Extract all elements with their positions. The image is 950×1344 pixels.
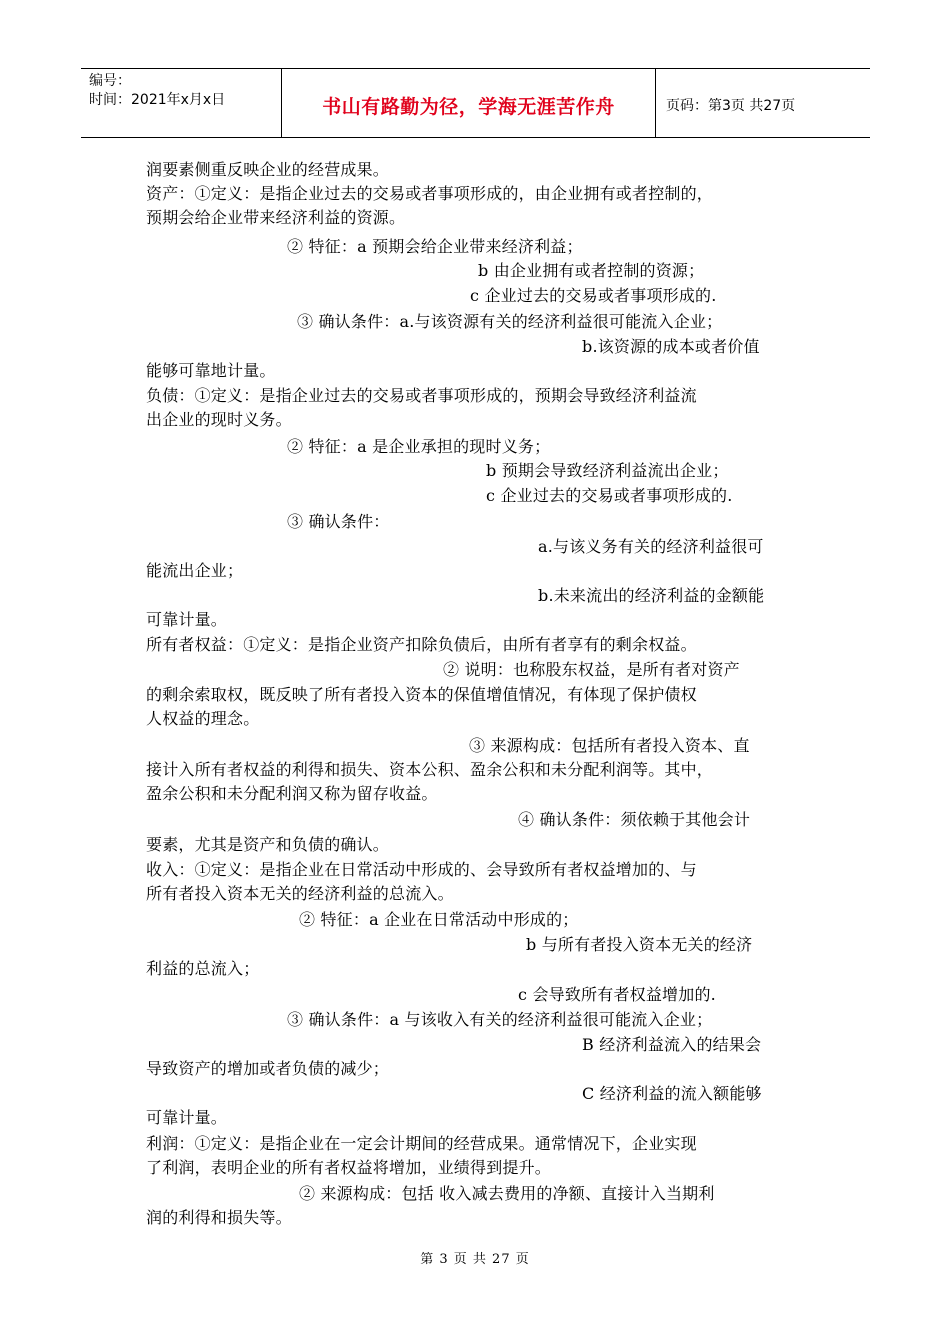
- motto-text: 书山有路勤为径，学海无涯苦作舟: [322, 95, 615, 118]
- body-line: 出企业的现时义务。: [146, 410, 292, 429]
- body-line: b.该资源的成本或者价值: [582, 337, 760, 356]
- doc-number-label: 编号：: [89, 73, 131, 89]
- body-line: B 经济利益流入的结果会: [582, 1035, 762, 1054]
- body-line: 导致资产的增加或者负债的减少；: [146, 1059, 390, 1078]
- body-line: 了利润，表明企业的所有者权益将增加，业绩得到提升。: [146, 1158, 552, 1177]
- header-table: [81, 68, 870, 138]
- body-line: 的剩余索取权，既反映了所有者投入资本的保值增值情况，有体现了保护债权: [146, 685, 697, 704]
- body-line: ② 特征：a 预期会给企业带来经济利益；: [287, 237, 583, 256]
- body-line: 能流出企业；: [146, 561, 244, 580]
- body-line: 人权益的理念。: [146, 709, 260, 728]
- body-line: c 会导致所有者权益增加的.: [518, 985, 716, 1004]
- body-line: 接计入所有者权益的利得和损失、资本公积、盈余公积和未分配利润等。其中，: [146, 760, 714, 779]
- header-left-cell: [81, 69, 282, 137]
- body-line: 所有者权益：①定义：是指企业资产扣除负债后，由所有者享有的剩余权益。: [146, 635, 697, 654]
- body-line: ③ 确认条件：a 与该收入有关的经济利益很可能流入企业；: [287, 1010, 713, 1029]
- body-line: 利益的总流入；: [146, 959, 260, 978]
- page-footer: 第 3 页 共 27 页: [420, 1252, 530, 1267]
- body-line: b.未来流出的经济利益的金额能: [538, 586, 765, 605]
- body-line: ④ 确认条件：须依赖于其他会计: [518, 810, 751, 829]
- body-line: 可靠计量。: [146, 1108, 228, 1127]
- body-line: ② 来源构成：包括 收入减去费用的净额、直接计入当期利: [299, 1184, 715, 1203]
- body-line: 润要素侧重反映企业的经营成果。: [146, 160, 390, 179]
- body-line: 负债：①定义：是指企业过去的交易或者事项形成的，预期会导致经济利益流: [146, 386, 697, 405]
- body-line: 利润：①定义：是指企业在一定会计期间的经营成果。通常情况下，企业实现: [146, 1134, 697, 1153]
- body-line: 可靠计量。: [146, 610, 228, 629]
- time-label: 时间：2021年x月x日: [89, 92, 226, 108]
- header-page-cell: [656, 69, 870, 137]
- body-line: C 经济利益的流入额能够: [582, 1084, 762, 1103]
- body-line: ② 特征：a 企业在日常活动中形成的；: [299, 910, 579, 929]
- body-line: ② 特征：a 是企业承担的现时义务；: [287, 437, 551, 456]
- body-line: 能够可靠地计量。: [146, 361, 276, 380]
- body-line: a.与该义务有关的经济利益很可: [538, 537, 764, 556]
- body-line: 所有者投入资本无关的经济利益的总流入。: [146, 884, 454, 903]
- body-line: c 企业过去的交易或者事项形成的.: [470, 286, 717, 305]
- body-line: ③ 确认条件：: [287, 512, 390, 531]
- header-motto-cell: [282, 69, 656, 137]
- body-line: b 与所有者投入资本无关的经济: [526, 935, 753, 954]
- body-line: 要素，尤其是资产和负债的确认。: [146, 835, 390, 854]
- body-line: b 预期会导致经济利益流出企业；: [486, 461, 729, 480]
- page-info: 页码：第3页 共27页: [666, 98, 796, 114]
- body-line: 润的利得和损失等。: [146, 1208, 292, 1227]
- body-line: ③ 确认条件：a.与该资源有关的经济利益很可能流入企业；: [297, 312, 723, 331]
- body-line: 预期会给企业带来经济利益的资源。: [146, 208, 406, 227]
- body-line: ③ 来源构成：包括所有者投入资本、直: [469, 736, 750, 755]
- body-line: 资产：①定义：是指企业过去的交易或者事项形成的，由企业拥有或者控制的，: [146, 184, 714, 203]
- body-line: 盈余公积和未分配利润又称为留存收益。: [146, 784, 438, 803]
- body-line: c 企业过去的交易或者事项形成的.: [486, 486, 733, 505]
- body-line: b 由企业拥有或者控制的资源；: [478, 261, 705, 280]
- body-line: 收入：①定义：是指企业在日常活动中形成的、会导致所有者权益增加的、与: [146, 860, 697, 879]
- body-line: ② 说明：也称股东权益，是所有者对资产: [443, 660, 740, 679]
